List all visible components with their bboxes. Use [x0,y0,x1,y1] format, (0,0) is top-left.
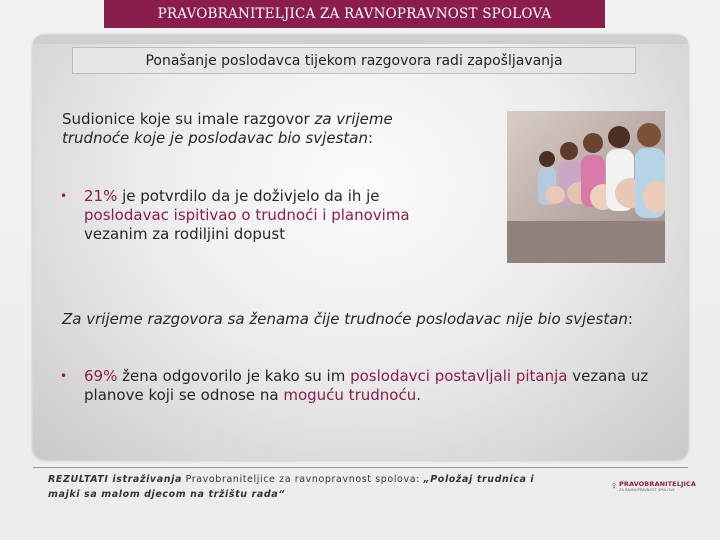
gender-symbol-icon [612,473,616,499]
paragraph1-colon: : [367,129,374,147]
bullet2-part1: žena odgovorilo je kako su im [117,367,351,385]
bullet1-percent: 21% [84,187,118,205]
bullet2-highlight1: poslodavci postavljali pitanja [350,367,568,385]
bullet2-part2: vezana uz planove koji se odnose na [84,367,649,404]
paragraph1-text: Sudionice koje su imale razgovor [62,110,315,128]
bullet2-part3: . [416,386,421,404]
bullet-item-21 [60,187,410,244]
footer-source [48,472,568,502]
footer-part3: „Položaj trudnica i majki sa malom djecom na tržištu rada“ [48,474,535,500]
pregnant-women-illustration [507,111,665,263]
paragraph1-italic: za vrijeme trudnoće koje je poslodavac bio svjestan [62,110,393,147]
panel-top-strip [33,35,688,44]
slide-title: Ponašanje poslodavca tijekom razgovora radi zapošljavanja [145,52,563,69]
header-bar [104,0,605,28]
slide-title-box [72,47,636,74]
bullet2-percent: 69% [84,367,118,385]
bullet2-text [84,367,660,405]
paragraph-unknown-pregnancy [62,310,662,329]
logo-subtitle: ZA RAVNOPRAVNOST SPOLOVA [618,487,675,492]
bullet1-text [84,187,410,244]
paragraph-known-pregnancy [62,110,402,148]
bullet-dot-icon: • [60,369,68,383]
bullet1-highlight: poslodavac ispitivao o trudnoći i planovima [84,206,410,224]
paragraph2-colon: : [627,310,633,328]
header-title: PRAVOBRANITELJICA ZA RAVNOPRAVNOST SPOLOVA [157,6,552,22]
bullet1-part2: vezanim za rodiljini dopust [84,225,286,243]
pregnant-women-photo [507,111,665,263]
bullet2-highlight2: moguću trudnoću [283,386,417,404]
bullet-item-69 [60,367,660,405]
logo-name: PRAVOBRANITELJICA [618,479,696,488]
logo-text [619,480,696,493]
footer-part1: REZULTATI istraživanja [48,474,182,485]
bullet1-part1: je potvrdilo da je doživjelo da ih je [117,187,380,205]
ombudsperson-logo [612,472,696,500]
footer-part2: Pravobraniteljice za ravnopravnost spolova: [181,474,424,485]
bullet-dot-icon: • [60,189,68,203]
paragraph2-italic: Za vrijeme razgovora sa ženama čije trudnoće poslodavac nije bio svjestan [62,310,628,328]
footer-divider [33,467,688,468]
